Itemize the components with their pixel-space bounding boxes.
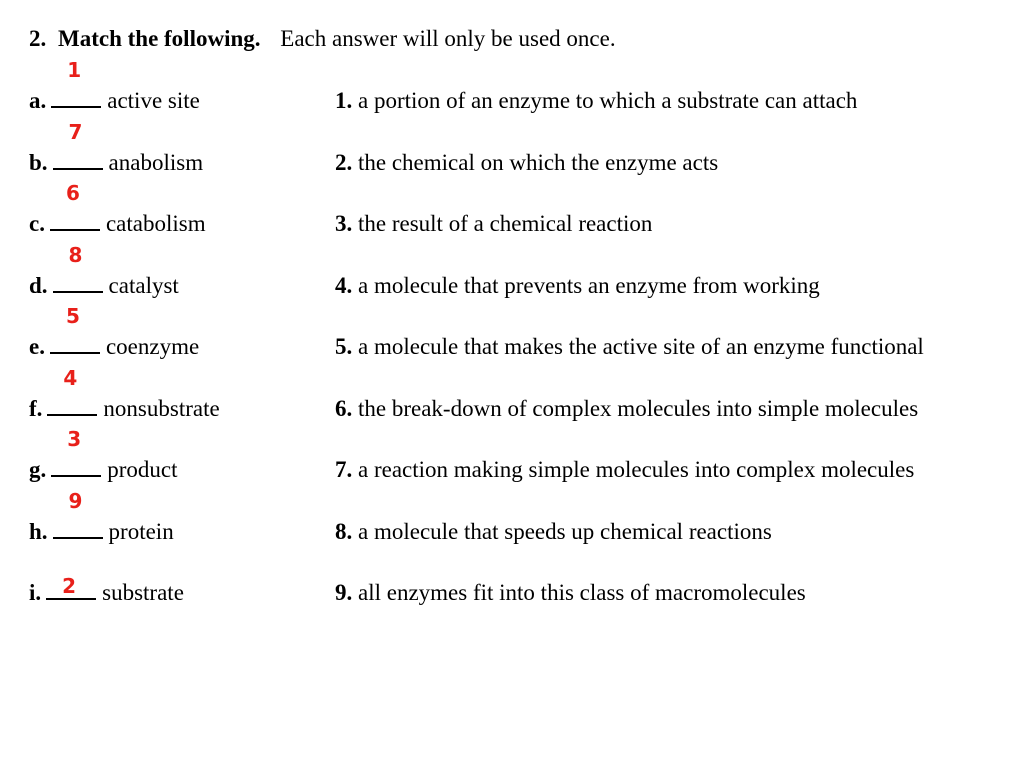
term-letter: g.: [29, 457, 47, 482]
answer-blank[interactable]: [47, 366, 97, 416]
answer-mark: 2: [62, 574, 77, 598]
term-cell: [29, 181, 206, 237]
answer-blank[interactable]: [51, 58, 101, 108]
answer-blank[interactable]: [53, 243, 103, 293]
definition-cell: [335, 457, 914, 483]
definition-cell: [335, 334, 924, 360]
definition-number: 8.: [335, 519, 353, 544]
match-row: [29, 574, 1004, 610]
term-letter: a.: [29, 88, 47, 113]
answer-blank[interactable]: [50, 181, 100, 231]
answer-blank[interactable]: [53, 489, 103, 539]
term-text: coenzyme: [105, 334, 200, 359]
match-row: [29, 489, 1004, 549]
question-instruction: Each answer will only be used once.: [280, 26, 616, 51]
term-cell: [29, 243, 179, 299]
answer-mark: 9: [68, 489, 83, 513]
definition-text: the break-down of complex molecules into simple molecules: [358, 396, 919, 421]
question-title: Match the following.: [58, 26, 261, 51]
match-row: [29, 427, 1004, 487]
term-letter: i.: [29, 580, 42, 605]
term-cell: [29, 366, 220, 422]
definition-number: 1.: [335, 88, 353, 113]
definition-cell: [335, 211, 652, 237]
definition-number: 4.: [335, 273, 353, 298]
match-row: [29, 243, 1004, 303]
definition-cell: [335, 519, 772, 545]
definition-text: the chemical on which the enzyme acts: [358, 150, 719, 175]
answer-mark: 8: [68, 243, 83, 267]
definition-text: all enzymes fit into this class of macromolecules: [358, 580, 806, 605]
definition-cell: [335, 150, 718, 176]
term-cell: [29, 120, 204, 176]
term-text: product: [107, 457, 178, 482]
match-row: [29, 181, 1004, 241]
definition-text: a molecule that prevents an enzyme from working: [358, 273, 820, 298]
term-cell: [29, 489, 174, 545]
answer-blank[interactable]: [53, 120, 103, 170]
definition-number: 3.: [335, 211, 353, 236]
definition-number: 7.: [335, 457, 353, 482]
definition-cell: [335, 580, 806, 606]
term-cell: [29, 574, 184, 606]
definition-text: the result of a chemical reaction: [358, 211, 653, 236]
match-row: [29, 304, 1004, 364]
term-letter: e.: [29, 334, 45, 359]
term-letter: f.: [29, 396, 43, 421]
answer-mark: 3: [67, 427, 82, 451]
term-text: substrate: [102, 580, 184, 605]
answer-mark: 7: [68, 120, 83, 144]
term-letter: d.: [29, 273, 48, 298]
definition-cell: [335, 396, 918, 422]
question-number: 2.: [29, 26, 47, 51]
answer-blank[interactable]: [50, 304, 100, 354]
definition-text: a molecule that speeds up chemical reactions: [358, 519, 772, 544]
term-cell: [29, 58, 200, 114]
answer-mark: 1: [67, 58, 82, 82]
definition-text: a portion of an enzyme to which a substrate can attach: [358, 88, 858, 113]
term-text: catalyst: [108, 273, 179, 298]
answer-mark: 6: [65, 181, 80, 205]
match-row: [29, 58, 1004, 118]
term-cell: [29, 304, 200, 360]
answer-blank[interactable]: [46, 574, 96, 600]
definition-cell: [335, 88, 857, 114]
match-row: [29, 120, 1004, 180]
definition-text: a reaction making simple molecules into complex molecules: [358, 457, 915, 482]
answer-blank[interactable]: [51, 427, 101, 477]
definition-text: a molecule that makes the active site of an enzyme functional: [358, 334, 924, 359]
term-text: anabolism: [108, 150, 204, 175]
definition-cell: [335, 273, 820, 299]
definition-number: 2.: [335, 150, 353, 175]
match-row: [29, 366, 1004, 426]
term-letter: b.: [29, 150, 48, 175]
answer-mark: 5: [65, 304, 80, 328]
term-text: catabolism: [105, 211, 206, 236]
term-text: nonsubstrate: [103, 396, 220, 421]
definition-number: 9.: [335, 580, 353, 605]
answer-mark: 4: [63, 366, 78, 390]
term-letter: h.: [29, 519, 48, 544]
definition-number: 6.: [335, 396, 353, 421]
term-text: active site: [107, 88, 200, 113]
definition-number: 5.: [335, 334, 353, 359]
term-cell: [29, 427, 178, 483]
term-letter: c.: [29, 211, 45, 236]
question-heading: [29, 26, 616, 52]
term-text: protein: [108, 519, 174, 544]
